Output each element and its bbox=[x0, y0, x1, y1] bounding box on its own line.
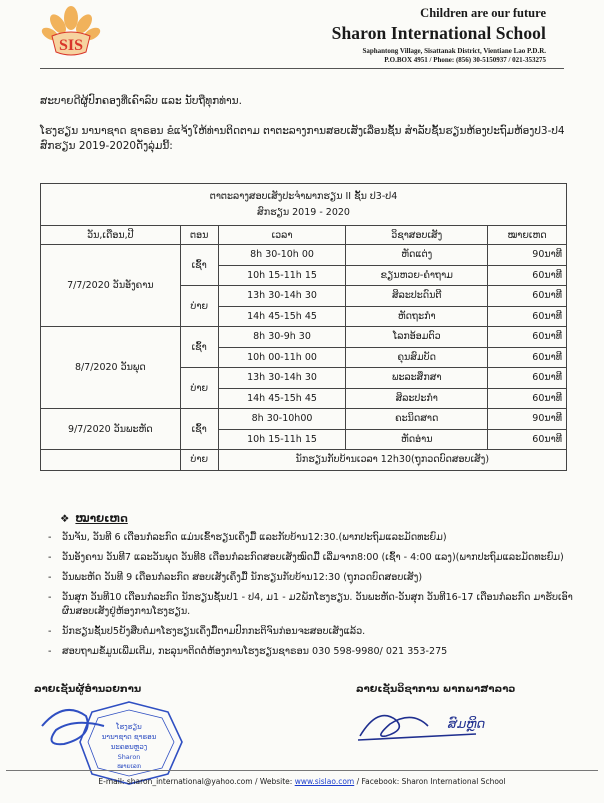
note-cell: 60ນາທີ bbox=[488, 368, 567, 389]
notes-list bbox=[46, 531, 576, 665]
diamond-bullet-icon: ❖ bbox=[60, 513, 70, 525]
time-cell: 10h 15-11h 15 bbox=[218, 265, 346, 286]
stamp-line: Sharon bbox=[117, 753, 141, 761]
date-cell: 9/7/2020 ວັນພະຫັດ bbox=[41, 409, 181, 450]
note-cell: 90ນາທີ bbox=[488, 409, 567, 430]
subject-cell: ຫັດອ່ານ bbox=[346, 429, 488, 450]
time-cell: 8h 30-10h 00 bbox=[218, 245, 346, 266]
footer-facebook: / Facebook: Sharon International School bbox=[354, 777, 506, 786]
stamp-line: ໝາຍເລກ bbox=[117, 763, 141, 770]
time-cell: 10h 00-11h 00 bbox=[218, 347, 346, 368]
note-cell: 60ນາທີ bbox=[488, 306, 567, 327]
date-cell: 7/7/2020 ວັນອັງຄານ bbox=[41, 245, 181, 327]
list-item: - ນັກຮຽນຊັ້ນປ5ຍັງສືບຕໍ່ມາໂຮງຮຽນເຄິ່ງມື້ຕາມປົກກະຕິຈົນກ່ອນຈະສອບເສັງແລ້ວ. bbox=[46, 625, 576, 639]
subject-cell: ຫັດແຕ່ງ bbox=[346, 245, 488, 266]
school-logo bbox=[40, 4, 102, 62]
table-row bbox=[41, 450, 567, 471]
date-cell: 8/7/2020 ວັນພຸດ bbox=[41, 327, 181, 409]
list-item: - ວັນສຸກ ວັນທີ10 ເດືອນກໍລະກົດ ນັກຮຽນຊັ້ນປ1 - ປ4, ມ1 - ມ2ພັກໂຮງຮຽນ. ວັນພະຫັດ-ວັນສຸກ ວັນທີ16-17 ເດືອນກໍລະກົດ ມາຮັບເອົາຜົນສອບເສັງຢູ່ຫ້ອງການໂຮງຮຽນ. bbox=[46, 591, 576, 619]
header-time: ເວລາ bbox=[218, 226, 346, 245]
note-cell: 60ນາທີ bbox=[488, 265, 567, 286]
intro-paragraph: ໂຮງຮຽນ ນານາຊາດ ຊາຣອນ ຂໍແຈ້ງໃຫ້ທ່ານຕິດຕາມ ຕາຕະລາງການສອບເສັງເລື່ອນຊັ້ນ ສໍາລັບຊັ້ນຮຽນຫ້ອງປະຖົມຫ້ອງປ3-ປ4 ສົກຮຽນ 2019-2020ດັ່ງລຸ່ມນີ້: bbox=[40, 125, 565, 152]
footer bbox=[0, 777, 604, 786]
header-period: ຕອນ bbox=[180, 226, 218, 245]
footer-divider bbox=[6, 770, 598, 771]
table-header-row bbox=[41, 226, 567, 245]
empty-date-cell bbox=[41, 450, 181, 471]
stamp-line: ນານາຊາດ ຊາຣອນ bbox=[101, 733, 157, 741]
subject-cell: ພະລະສຶກສາ bbox=[346, 368, 488, 389]
school-address: Saphantong Village, Sisattanak District, Vientiane Lao P.D.R. bbox=[362, 47, 546, 55]
logo-text: SIS bbox=[58, 37, 84, 54]
subject-cell: ຄະນິດສາດ bbox=[346, 409, 488, 430]
exam-schedule-table bbox=[40, 183, 567, 471]
list-item: - ວັນອັງຄານ ວັນທີ7 ແລະວັນພຸດ ວັນທີ8 ເດືອນກໍລະກົດສອບເສັງໝົດມື້ ເລີ່ມຈາກ8:00 (ເຊົ້າ - 4:00 ແລງ)(ພາກປະຖົມແລະມັດທະຍົມ) bbox=[46, 551, 576, 565]
table-title bbox=[41, 184, 567, 226]
merged-note-cell: ນັກຮຽນກັບບ້ານເວລາ 12h30(ຖຸກວດບົດສອບເສັງ) bbox=[218, 450, 566, 471]
list-item: - ວັນພະຫັດ ວັນທີ 9 ເດືອນກໍລະກົດ ສອບເສັງເຄິ່ງມື້ ນັກຮຽນກັບບ້ານ12:30 (ຖຸກວດບົດສອບເສັງ) bbox=[46, 571, 576, 585]
list-item: - ວັນຈັນ, ວັນທີ 6 ເດືອນກໍລະກົດ ແມ່ນເຂົ້າຮຽນເຄິ່ງມື້ ແລະກັບບ້ານ12:30.(ພາກປະຖົມແລະມັດທະຍົມ) bbox=[46, 531, 576, 545]
period-cell: ບ່າຍ bbox=[180, 286, 218, 327]
school-motto: Children are our future bbox=[420, 6, 546, 20]
note-cell: 60ນາທີ bbox=[488, 327, 567, 348]
greeting: ສະບາຍດີຜູ້ປົກຄອງທີ່ເຄົາລົບ ແລະ ນັບຖືທຸກທ່ານ. bbox=[40, 95, 242, 107]
subject-cell: ໂລກອ້ອມຕົວ bbox=[346, 327, 488, 348]
table-title-line2: ສົກຮຽນ 2019 - 2020 bbox=[257, 206, 350, 218]
table-row bbox=[41, 245, 567, 266]
time-cell: 13h 30-14h 30 bbox=[218, 368, 346, 389]
academic-signature bbox=[356, 700, 506, 750]
time-cell: 14h 45-15h 45 bbox=[218, 306, 346, 327]
period-cell: ເຊົ້າ bbox=[180, 245, 218, 286]
school-stamp bbox=[34, 696, 204, 786]
footer-email-label: E-mail: bbox=[98, 777, 127, 786]
subject-cell: ຂຽນຫວຍ-ຄໍາຖາມ bbox=[346, 265, 488, 286]
time-cell: 13h 30-14h 30 bbox=[218, 286, 346, 307]
time-cell: 14h 45-15h 45 bbox=[218, 388, 346, 409]
subject-cell: ຫັດຖະກໍາ bbox=[346, 306, 488, 327]
note-cell: 60ນາທີ bbox=[488, 388, 567, 409]
footer-website-label: / Website: bbox=[252, 777, 295, 786]
subject-cell: ຄຸນສົມບັດ bbox=[346, 347, 488, 368]
header-divider bbox=[40, 68, 564, 69]
academic-signature-label: ລາຍເຊັນວິຊາການ ພາກພາສາລາວ bbox=[356, 684, 516, 695]
stamp-line: ນະຄອນຫຼວງ bbox=[110, 743, 148, 751]
header-subject: ວິຊາສອບເສັງ bbox=[346, 226, 488, 245]
footer-email: sharon_international@yahoo.com bbox=[126, 777, 253, 786]
note-cell: 90ນາທີ bbox=[488, 245, 567, 266]
school-contact: P.O.BOX 4951 / Phone: (856) 30-5150937 / 021-353275 bbox=[384, 56, 546, 64]
signer-name: ສົມຫຼິດ bbox=[448, 717, 486, 732]
table-title-line1: ຕາຕະລາງສອບເສັງປະຈໍາພາກຮຽນ II ຊັ້ນ ປ3-ປ4 bbox=[209, 190, 398, 202]
note-cell: 60ນາທີ bbox=[488, 286, 567, 307]
period-cell: ເຊົ້າ bbox=[180, 327, 218, 368]
notes-title-text: ໝາຍເຫດ bbox=[75, 513, 128, 525]
header-date: ວັນ,ເດືອນ,ປີ bbox=[41, 226, 181, 245]
time-cell: 10h 15-11h 15 bbox=[218, 429, 346, 450]
list-item: - ສອບຖາມຂໍ້ມູນເພີ່ມເຕີມ, ກະລຸນາຕິດຕໍ່ຫ້ອງການໂຮງຮຽນຊາຣອນ 030 598-9980/ 021 353-275 bbox=[46, 645, 576, 659]
school-name: Sharon International School bbox=[331, 23, 546, 43]
subject-cell: ສິລະປະດົນຕີ bbox=[346, 286, 488, 307]
subject-cell: ສິລະປະກໍາ bbox=[346, 388, 488, 409]
note-cell: 60ນາທີ bbox=[488, 429, 567, 450]
period-cell: ເຊົ້າ bbox=[180, 409, 218, 450]
table-row bbox=[41, 327, 567, 348]
stamp-line: ໂຮງຮຽນ bbox=[116, 723, 142, 731]
header-note: ໝາຍເຫດ bbox=[488, 226, 567, 245]
table-row bbox=[41, 409, 567, 430]
time-cell: 8h 30-9h 30 bbox=[218, 327, 346, 348]
director-signature-label: ລາຍເຊັນຜູ້ອໍານວຍການ bbox=[34, 684, 142, 695]
period-cell: ບ່າຍ bbox=[180, 368, 218, 409]
period-cell: ບ່າຍ bbox=[180, 450, 218, 471]
note-cell: 60ນາທີ bbox=[488, 347, 567, 368]
time-cell: 8h 30-10h00 bbox=[218, 409, 346, 430]
footer-website-link[interactable]: www.sislao.com bbox=[294, 777, 355, 786]
letterhead bbox=[332, 6, 546, 64]
notes-title bbox=[60, 513, 128, 525]
